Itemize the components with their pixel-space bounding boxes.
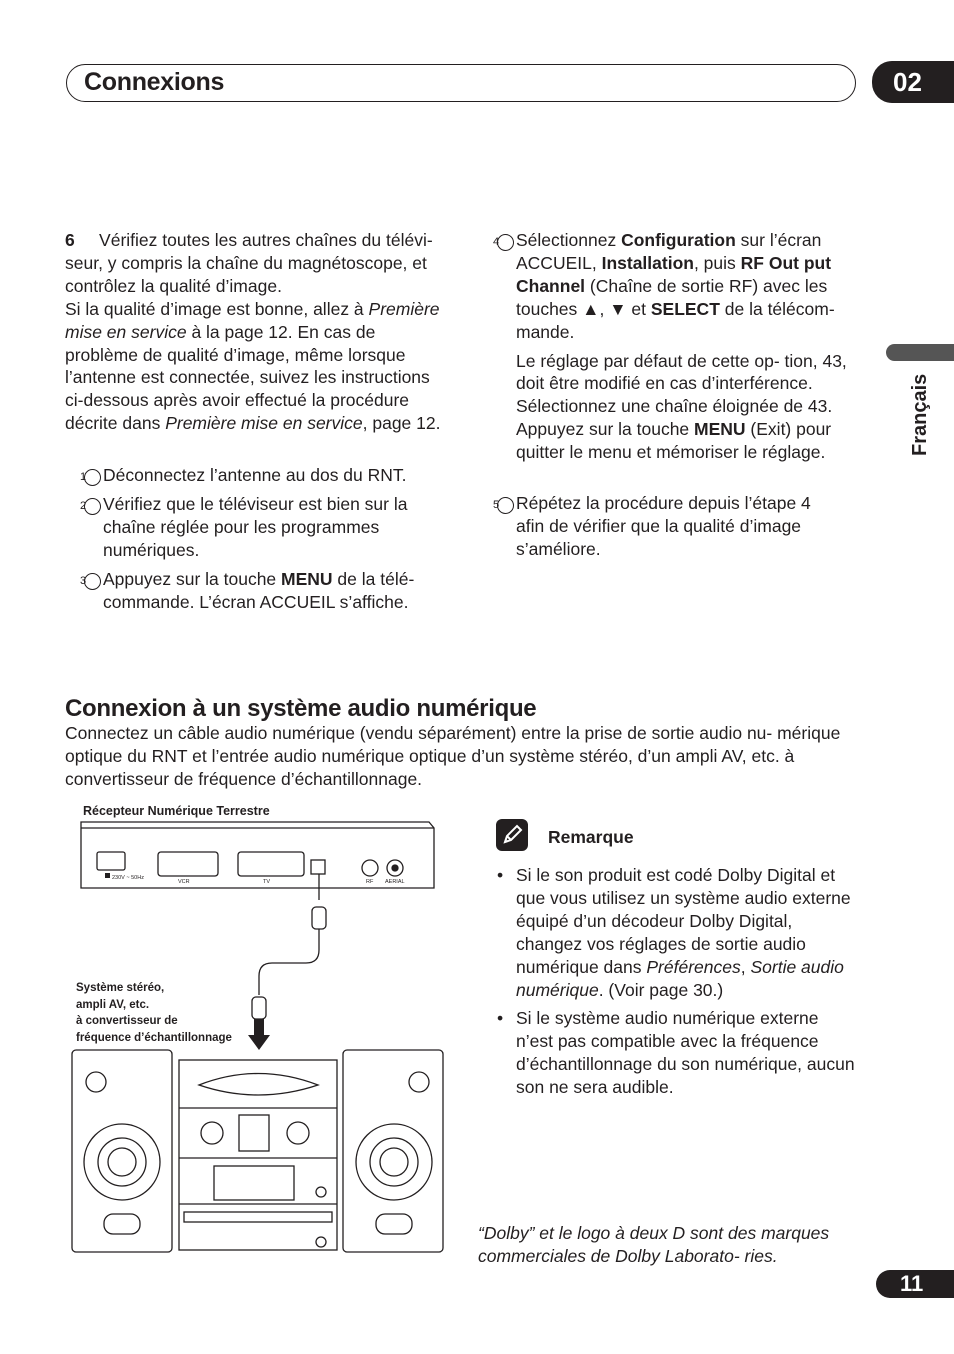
chapter-number: 02 xyxy=(893,67,922,97)
power-socket xyxy=(97,852,125,870)
bullet: • xyxy=(497,1008,504,1028)
bullet: • xyxy=(497,865,504,885)
substep-text: Le réglage par défaut de cette op- tion, 43, doit être modifié en cas d’interférence. Sélectionnez une chaîne éloignée de 43. Appuyez sur la touche xyxy=(516,350,847,440)
substep-1 xyxy=(79,464,444,487)
note-text: Si le son produit est codé Dolby Digital et que vous utilisez un système audio externe équipé d’un décodeur Dolby Digital, changez vos réglages de sortie audio numérique dans xyxy=(516,865,851,977)
label-power: 230V ~ 50Hz xyxy=(112,875,144,881)
menu-installation: Installation xyxy=(601,252,694,273)
substep-5 xyxy=(492,492,842,561)
diagram-label-receiver: Récepteur Numérique Terrestre xyxy=(83,804,270,818)
optical-out xyxy=(311,860,325,874)
label-rf: RF xyxy=(366,879,374,885)
substep-text: Répétez la procédure depuis l’étape 4 afin de vérifier que la qualité d’image s’améliore. xyxy=(516,493,811,559)
substep-text: , puis xyxy=(693,252,741,273)
step-circle: 3 xyxy=(84,573,101,590)
label-aerial: AERIAL xyxy=(385,879,405,885)
step-circle: 2 xyxy=(84,498,101,515)
link-first-setup-2: Première mise en service xyxy=(165,413,363,434)
speaker-left xyxy=(72,1050,172,1252)
label-line: à convertisseur de xyxy=(76,1015,178,1027)
note-text: Si le système audio numérique externe n’est pas compatible avec la fréquence d’échantillonnage du son numérique, aucun son ne sera audible. xyxy=(516,1008,855,1097)
para-text-a: Si la qualité d’image est bonne, allez à xyxy=(65,298,369,319)
section-intro: Connectez un câble audio numérique (vendu séparément) entre la prise de sortie audio nu- mérique optique du RNT et l’entrée audio numérique optique d’un système stéréo, d’un ampli AV, etc. à convertisseur de fréquence d’échantillonnage. xyxy=(65,723,841,789)
note-bullet-1 xyxy=(497,864,857,1001)
substep-text: sur l’écran ACCUEIL, xyxy=(516,230,822,273)
key-menu: MENU xyxy=(281,569,333,589)
key-menu: MENU xyxy=(694,419,746,440)
note-text: . (Voir page 30.) xyxy=(598,979,724,1000)
language-tab xyxy=(886,344,954,361)
section-title: Connexion à un système audio numérique xyxy=(65,695,537,722)
menu-preferences: Préférences xyxy=(646,956,741,977)
substep-text: (Chaîne de sortie RF) avec les touches ▲, ▼ et xyxy=(516,275,828,319)
step-circle: 4 xyxy=(497,234,514,251)
label-tv: TV xyxy=(263,879,271,885)
language-label: Français xyxy=(909,373,931,456)
dolby-footnote: “Dolby” et le logo à deux D sont des marques commerciales de Dolby Laborato- ries. xyxy=(478,1223,830,1266)
substep-4 xyxy=(492,229,859,464)
para-text-b: à la page 12. En cas de problème de qualité d’image, même lorsque l’antenne est connectée, suivez les instructions ci-dessous après avoir effectué la procédure décrite dans xyxy=(65,321,430,434)
step-number: 6 xyxy=(65,230,75,250)
link-first-setup: Première mise en service xyxy=(65,298,440,342)
note-text: , xyxy=(740,956,751,977)
scart-tv xyxy=(238,852,304,876)
menu-configuration: Configuration xyxy=(621,230,736,250)
para-text-c: , page 12. xyxy=(362,413,441,434)
step-circle: 1 xyxy=(84,469,101,486)
menu-rf-out: RF Out put Channel xyxy=(516,252,832,296)
step-6 xyxy=(65,229,445,435)
step-text: Vérifiez toutes les autres chaînes du télévi- seur, y compris la chaîne du magnétoscope, et contrôlez la qualité d’image. xyxy=(65,230,433,296)
note-title: Remarque xyxy=(548,827,634,847)
substep-text: de la télécom- mande. xyxy=(516,298,835,342)
substep-text: de la télé- commande. L’écran ACCUEIL s’affiche. xyxy=(103,569,415,612)
label-line: fréquence d’échantillonnage xyxy=(76,1031,232,1044)
substep-text: Vérifiez que le téléviseur est bien sur la chaîne réglée pour les programmes numériques. xyxy=(103,494,408,560)
label-vcr: VCR xyxy=(178,879,190,885)
scart-vcr xyxy=(158,852,218,876)
substep-text: Appuyez sur la touche xyxy=(103,569,282,589)
substep-text: Déconnectez l’antenne au dos du RNT. xyxy=(103,465,407,485)
key-select: SELECT xyxy=(650,298,720,319)
page-title: Connexions xyxy=(84,68,225,96)
step-circle: 5 xyxy=(497,497,514,514)
diagram-label-stereo xyxy=(76,980,266,1046)
substep-text: Sélectionnez xyxy=(516,230,622,250)
label-line: ampli AV, etc. xyxy=(76,998,150,1011)
page-number: 11 xyxy=(900,1271,924,1296)
note-bullet-2 xyxy=(497,1007,857,1099)
note-pencil-icon xyxy=(496,819,528,851)
substep-3 xyxy=(79,568,444,614)
substep-text: (Exit) pour quitter le menu et mémoriser le réglage. xyxy=(516,419,832,463)
menu-digital-audio-out: Sortie audio numérique xyxy=(516,956,844,1000)
label-line: Système stéréo, xyxy=(76,982,165,994)
plug-top xyxy=(312,907,326,929)
rf-out xyxy=(362,860,378,876)
substep-2 xyxy=(79,493,444,562)
